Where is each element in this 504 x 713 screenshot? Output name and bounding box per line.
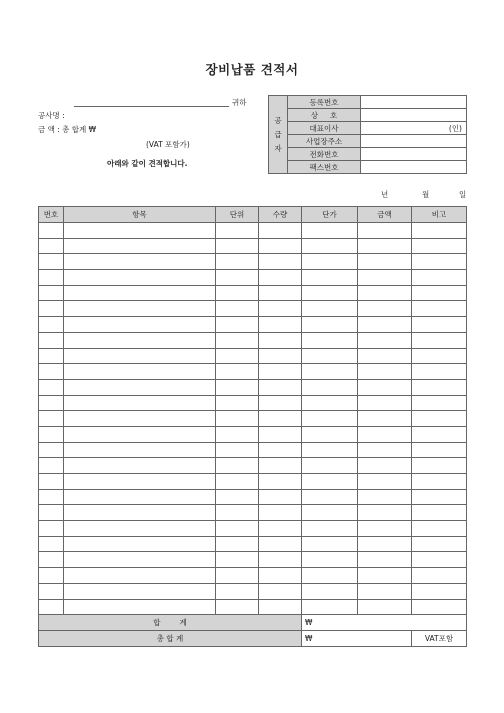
table-row [39, 270, 467, 286]
cell-remarks[interactable] [412, 568, 467, 584]
supplier-side-char-3: 자 [274, 143, 282, 153]
cell-remarks[interactable] [412, 552, 467, 568]
cell-amount[interactable] [358, 599, 412, 615]
cell-unit-price[interactable] [302, 489, 358, 505]
cell-amount[interactable] [358, 332, 412, 348]
cell-unit[interactable] [216, 521, 259, 537]
cell-unit[interactable] [216, 411, 259, 427]
subtotal-label: 합 계 [39, 615, 302, 631]
cell-unit[interactable] [216, 489, 259, 505]
cell-number[interactable] [39, 238, 64, 254]
cell-item[interactable] [64, 254, 216, 270]
cell-amount[interactable] [358, 474, 412, 490]
cell-quantity[interactable] [259, 521, 302, 537]
cell-quantity[interactable] [259, 270, 302, 286]
cell-unit[interactable] [216, 254, 259, 270]
cell-remarks[interactable] [412, 317, 467, 333]
cell-unit-price[interactable] [302, 395, 358, 411]
cell-item[interactable] [64, 270, 216, 286]
cell-unit[interactable] [216, 332, 259, 348]
cell-quantity[interactable] [259, 411, 302, 427]
cell-quantity[interactable] [259, 458, 302, 474]
supplier-field-value[interactable] [361, 96, 467, 109]
supplier-side-char-2: 급 [274, 129, 282, 139]
cell-amount[interactable] [358, 364, 412, 380]
cell-item[interactable] [64, 442, 216, 458]
total-vat-note: VAT포함 [412, 631, 467, 647]
table-row [39, 536, 467, 552]
cell-unit-price[interactable] [302, 521, 358, 537]
table-row [39, 583, 467, 599]
cell-amount[interactable] [358, 223, 412, 239]
cell-item[interactable] [64, 395, 216, 411]
table-row [39, 489, 467, 505]
cell-amount[interactable] [358, 317, 412, 333]
cell-remarks[interactable] [412, 332, 467, 348]
cell-unit-price[interactable] [302, 317, 358, 333]
cell-remarks[interactable] [412, 536, 467, 552]
cell-amount[interactable] [358, 442, 412, 458]
cell-quantity[interactable] [259, 583, 302, 599]
cell-number[interactable] [39, 379, 64, 395]
cell-remarks[interactable] [412, 521, 467, 537]
cell-unit[interactable] [216, 285, 259, 301]
supplier-field-label: 팩스번호 [288, 161, 361, 174]
total-value[interactable]: ₩ [302, 631, 412, 647]
date-year-label: 년 [381, 190, 389, 199]
cell-remarks[interactable] [412, 238, 467, 254]
cell-item[interactable] [64, 301, 216, 317]
cell-unit[interactable] [216, 552, 259, 568]
supplier-side-char-1: 공 [274, 115, 282, 125]
amount-label: 금 액 : 총 합계 ₩ [38, 125, 97, 134]
cell-number[interactable] [39, 270, 64, 286]
cell-item[interactable] [64, 536, 216, 552]
cell-item[interactable] [64, 568, 216, 584]
cell-remarks[interactable] [412, 442, 467, 458]
cell-unit-price[interactable] [302, 285, 358, 301]
quote-items-table [38, 206, 467, 647]
cell-remarks[interactable] [412, 411, 467, 427]
cell-unit[interactable] [216, 364, 259, 380]
cell-quantity[interactable] [259, 489, 302, 505]
cell-remarks[interactable] [412, 395, 467, 411]
cell-unit-price[interactable] [302, 301, 358, 317]
header-amount: 금액 [358, 207, 412, 223]
cell-unit[interactable] [216, 348, 259, 364]
cell-amount[interactable] [358, 568, 412, 584]
cell-item[interactable] [64, 223, 216, 239]
cell-quantity[interactable] [259, 301, 302, 317]
cell-unit-price[interactable] [302, 505, 358, 521]
table-row [39, 301, 467, 317]
cell-unit-price[interactable] [302, 442, 358, 458]
cell-number[interactable] [39, 599, 64, 615]
header-unit: 단위 [216, 207, 259, 223]
cell-number[interactable] [39, 301, 64, 317]
cell-number[interactable] [39, 521, 64, 537]
supplier-field-value[interactable] [361, 161, 467, 174]
cell-quantity[interactable] [259, 395, 302, 411]
cell-item[interactable] [64, 474, 216, 490]
cell-amount[interactable] [358, 285, 412, 301]
cell-unit[interactable] [216, 458, 259, 474]
cell-amount[interactable] [358, 521, 412, 537]
cell-number[interactable] [39, 536, 64, 552]
cell-quantity[interactable] [259, 332, 302, 348]
cell-number[interactable] [39, 489, 64, 505]
cell-unit-price[interactable] [302, 474, 358, 490]
supplier-field-label: 대표이사 [288, 122, 361, 135]
table-row [39, 458, 467, 474]
cell-amount[interactable] [358, 426, 412, 442]
cell-number[interactable] [39, 254, 64, 270]
cell-item[interactable] [64, 505, 216, 521]
cell-unit-price[interactable] [302, 568, 358, 584]
table-row [39, 332, 467, 348]
cell-item[interactable] [64, 379, 216, 395]
cell-item[interactable] [64, 489, 216, 505]
cell-number[interactable] [39, 505, 64, 521]
cell-unit[interactable] [216, 599, 259, 615]
cell-item[interactable] [64, 599, 216, 615]
date-month-label: 월 [422, 190, 430, 199]
cell-remarks[interactable] [412, 348, 467, 364]
cell-remarks[interactable] [412, 270, 467, 286]
cell-quantity[interactable] [259, 348, 302, 364]
cell-amount[interactable] [358, 379, 412, 395]
cell-number[interactable] [39, 552, 64, 568]
cell-number[interactable] [39, 426, 64, 442]
cell-quantity[interactable] [259, 223, 302, 239]
cell-unit-price[interactable] [302, 332, 358, 348]
cell-unit-price[interactable] [302, 254, 358, 270]
cell-unit[interactable] [216, 395, 259, 411]
cell-amount[interactable] [358, 270, 412, 286]
cell-unit[interactable] [216, 379, 259, 395]
table-row [39, 474, 467, 490]
cell-unit[interactable] [216, 301, 259, 317]
cell-number[interactable] [39, 568, 64, 584]
cell-item[interactable] [64, 285, 216, 301]
supplier-field-label: 전화번호 [288, 148, 361, 161]
cell-quantity[interactable] [259, 238, 302, 254]
cell-remarks[interactable] [412, 489, 467, 505]
date-day-label: 일 [459, 190, 467, 199]
cell-remarks[interactable] [412, 364, 467, 380]
statement: 아래와 같이 견적합니다. [107, 159, 188, 168]
cell-remarks[interactable] [412, 474, 467, 490]
cell-number[interactable] [39, 395, 64, 411]
cell-item[interactable] [64, 238, 216, 254]
cell-item[interactable] [64, 552, 216, 568]
table-row [39, 317, 467, 333]
cell-remarks[interactable] [412, 285, 467, 301]
cell-quantity[interactable] [259, 254, 302, 270]
cell-amount[interactable] [358, 536, 412, 552]
cell-remarks[interactable] [412, 458, 467, 474]
cell-unit-price[interactable] [302, 270, 358, 286]
cell-remarks[interactable] [412, 254, 467, 270]
cell-unit[interactable] [216, 505, 259, 521]
cell-unit-price[interactable] [302, 599, 358, 615]
cell-unit-price[interactable] [302, 426, 358, 442]
table-row [39, 364, 467, 380]
table-row [39, 238, 467, 254]
supplier-field-value[interactable] [361, 109, 467, 122]
cell-unit[interactable] [216, 568, 259, 584]
cell-quantity[interactable] [259, 364, 302, 380]
recipient-suffix: 귀하 [232, 98, 247, 107]
header-item: 항목 [64, 207, 216, 223]
supplier-table [268, 95, 467, 174]
supplier-field-label: 등록번호 [288, 96, 361, 109]
table-row [39, 285, 467, 301]
cell-amount[interactable] [358, 348, 412, 364]
cell-unit[interactable] [216, 426, 259, 442]
supplier-side-label [269, 96, 288, 174]
cell-unit-price[interactable] [302, 223, 358, 239]
cell-number[interactable] [39, 317, 64, 333]
cell-amount[interactable] [358, 583, 412, 599]
table-row [39, 505, 467, 521]
cell-amount[interactable] [358, 411, 412, 427]
cell-unit-price[interactable] [302, 348, 358, 364]
cell-remarks[interactable] [412, 301, 467, 317]
cell-number[interactable] [39, 332, 64, 348]
supplier-field-label: 사업장주소 [288, 135, 361, 148]
cell-quantity[interactable] [259, 426, 302, 442]
header-number: 번호 [39, 207, 64, 223]
cell-unit[interactable] [216, 317, 259, 333]
table-row [39, 599, 467, 615]
cell-unit-price[interactable] [302, 379, 358, 395]
cell-remarks[interactable] [412, 223, 467, 239]
cell-remarks[interactable] [412, 505, 467, 521]
cell-item[interactable] [64, 411, 216, 427]
cell-remarks[interactable] [412, 426, 467, 442]
cell-amount[interactable] [358, 458, 412, 474]
cell-quantity[interactable] [259, 442, 302, 458]
cell-quantity[interactable] [259, 536, 302, 552]
table-row [39, 426, 467, 442]
table-row [39, 395, 467, 411]
supplier-field-value[interactable] [361, 135, 467, 148]
cell-unit[interactable] [216, 223, 259, 239]
cell-amount[interactable] [358, 301, 412, 317]
cell-unit[interactable] [216, 583, 259, 599]
cell-amount[interactable] [358, 505, 412, 521]
header-unit-price: 단가 [302, 207, 358, 223]
cell-item[interactable] [64, 583, 216, 599]
cell-unit-price[interactable] [302, 458, 358, 474]
cell-unit[interactable] [216, 442, 259, 458]
cell-remarks[interactable] [412, 599, 467, 615]
cell-unit[interactable] [216, 474, 259, 490]
document-title: 장비납품 견적서 [205, 62, 299, 77]
cell-quantity[interactable] [259, 505, 302, 521]
cell-unit-price[interactable] [302, 552, 358, 568]
cell-unit-price[interactable] [302, 583, 358, 599]
cell-amount[interactable] [358, 254, 412, 270]
cell-item[interactable] [64, 364, 216, 380]
total-label: 총 합 계 [39, 631, 302, 647]
vat-note: (VAT 포함가) [146, 140, 190, 149]
table-row [39, 348, 467, 364]
cell-amount[interactable] [358, 395, 412, 411]
cell-quantity[interactable] [259, 317, 302, 333]
table-row [39, 379, 467, 395]
cell-number[interactable] [39, 411, 64, 427]
cell-number[interactable] [39, 348, 64, 364]
cell-item[interactable] [64, 348, 216, 364]
cell-unit[interactable] [216, 238, 259, 254]
cell-amount[interactable] [358, 238, 412, 254]
cell-unit-price[interactable] [302, 536, 358, 552]
cell-number[interactable] [39, 364, 64, 380]
cell-amount[interactable] [358, 489, 412, 505]
header-quantity: 수량 [259, 207, 302, 223]
supplier-field-value[interactable]: (인) [361, 122, 467, 135]
cell-quantity[interactable] [259, 285, 302, 301]
cell-item[interactable] [64, 317, 216, 333]
cell-quantity[interactable] [259, 552, 302, 568]
cell-number[interactable] [39, 583, 64, 599]
cell-quantity[interactable] [259, 474, 302, 490]
cell-item[interactable] [64, 521, 216, 537]
header-remarks: 비고 [412, 207, 467, 223]
cell-number[interactable] [39, 442, 64, 458]
table-row [39, 442, 467, 458]
table-row [39, 568, 467, 584]
item-rows [39, 223, 467, 615]
cell-number[interactable] [39, 285, 64, 301]
cell-unit-price[interactable] [302, 364, 358, 380]
cell-amount[interactable] [358, 552, 412, 568]
recipient-line [74, 106, 229, 107]
subtotal-value[interactable]: ₩ [302, 615, 467, 631]
table-row [39, 521, 467, 537]
cell-unit[interactable] [216, 270, 259, 286]
cell-number[interactable] [39, 223, 64, 239]
supplier-field-label: 상 호 [288, 109, 361, 122]
cell-remarks[interactable] [412, 583, 467, 599]
cell-number[interactable] [39, 458, 64, 474]
cell-quantity[interactable] [259, 599, 302, 615]
cell-number[interactable] [39, 474, 64, 490]
cell-quantity[interactable] [259, 568, 302, 584]
project-label: 공사명 : [38, 111, 65, 120]
table-row [39, 411, 467, 427]
table-row [39, 254, 467, 270]
cell-item[interactable] [64, 458, 216, 474]
supplier-field-value[interactable] [361, 148, 467, 161]
cell-unit-price[interactable] [302, 411, 358, 427]
cell-unit[interactable] [216, 536, 259, 552]
table-row [39, 552, 467, 568]
cell-item[interactable] [64, 332, 216, 348]
cell-item[interactable] [64, 426, 216, 442]
cell-unit-price[interactable] [302, 238, 358, 254]
cell-remarks[interactable] [412, 379, 467, 395]
table-row [39, 223, 467, 239]
cell-quantity[interactable] [259, 379, 302, 395]
